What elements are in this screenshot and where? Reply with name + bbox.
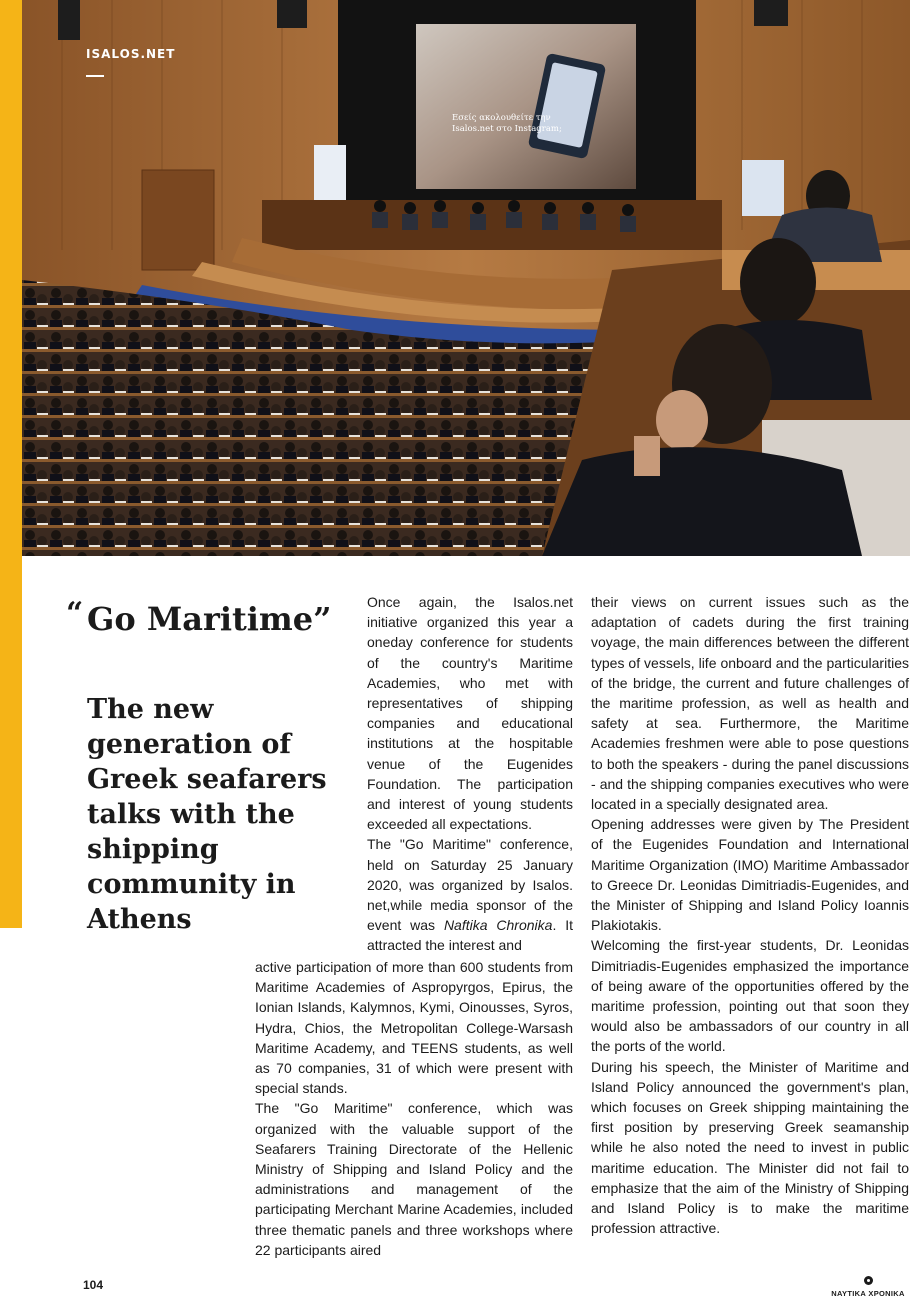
paragraph: active participation of more than 600 students from Maritime Academies of Aspropyrgos, Epirus, the Ionian Islands, Kalymnos, Kymi, Oinousses, Syros, Hydra, Chios, the Metropolitan College-Warsash Maritime Academy, and TEENS students, as well as 70 companies, 31 of which were present with special stands. [255,959,573,1097]
auditorium-illustration [22,0,910,556]
paragraph: The "Go Maritime" conference, which was organized with the valuable support of the Seafarers Training Directorate of the Hellenic Ministry of Shipping and Island Policy and the administrations and management of the participating Merchant Marine Academies, included three thematic panels and three workshops where 22 participants aired [255,1100,573,1258]
headline-title: Go Maritime” [87,600,332,638]
headline-quote-mark: “ [66,596,84,631]
body-column-2 [255,957,573,1260]
logo-icon [864,1276,873,1285]
paragraph: The "Go Maritime" conference, held on Saturday 25 January 2020, was organized by Isalos. net,while media sponsor of the event was Naftika Chronika. It attracted the interest and [367,836,573,954]
paragraph: Opening addresses were given by The President of the Eugenides Foundation and International Maritime Organization (IMO) Maritime Ambassador to Greece Dr. Leonidas Dimitriadis-Eugenides, and the Minister of Shipping and Island Policy Ioannis Plakiotakis. [591,816,909,934]
conference-photo [22,0,910,556]
section-rule [86,75,104,77]
body-column-1 [367,592,573,956]
paragraph: Welcoming the first-year students, Dr. Leonidas Dimitriadis-Eugenides emphasized the importance of being aware of the opportunities offered by the maritime profession, pointing out that soon they would also be ambassadors of our country in all the ports of the world. [591,937,909,1055]
paragraph: their views on current issues such as the adaptation of cadets during the first training voyage, the main differences between the different types of vessels, life onboard and the particularities of the bridge, the current and future challenges of the maritime profession, as well as health and safety at sea. Furthermore, the Maritime Academies freshmen were able to pose questions to both the speakers - during the panel discussions - and the shipping companies executives who were located in a specially designated area. [591,594,909,813]
accent-bar [0,0,22,928]
screen-caption: Εσείς ακολουθείτε την Isalos.net στο Instagram; [452,113,562,134]
body-column-3 [591,592,909,1239]
page-number: 104 [83,1278,104,1292]
magazine-logo [828,1270,908,1298]
magazine-name: ΝΑΥΤΙΚΑ ΧΡΟΝΙΚΑ [831,1289,905,1298]
media-sponsor: Naftika Chronika [443,917,553,934]
headline-subtitle: The new generation of Greek seafarers talks with the shipping community in Athens [87,694,327,935]
section-label: ISALOS.NET [86,47,176,61]
paragraph: During his speech, the Minister of Maritime and Island Policy announced the government's plan, which focuses on Greek shipping maintaining the first position by preserving Greek seamanship while he also noted the need to invest in public maritime education. The Minister did not fail to emphasize that the aim of the Ministry of Shipping and Island Policy is to make the maritime profession attractive. [591,1058,909,1237]
paragraph: Once again, the Isalos.net initiative organized this year a oneday conference for students of the country's Maritime Academies, who met with representatives of shipping companies and educational institutions at the hospitable venue of the Eugenides Foundation. The participation and interest of young students exceeded all expectations. [367,594,573,833]
